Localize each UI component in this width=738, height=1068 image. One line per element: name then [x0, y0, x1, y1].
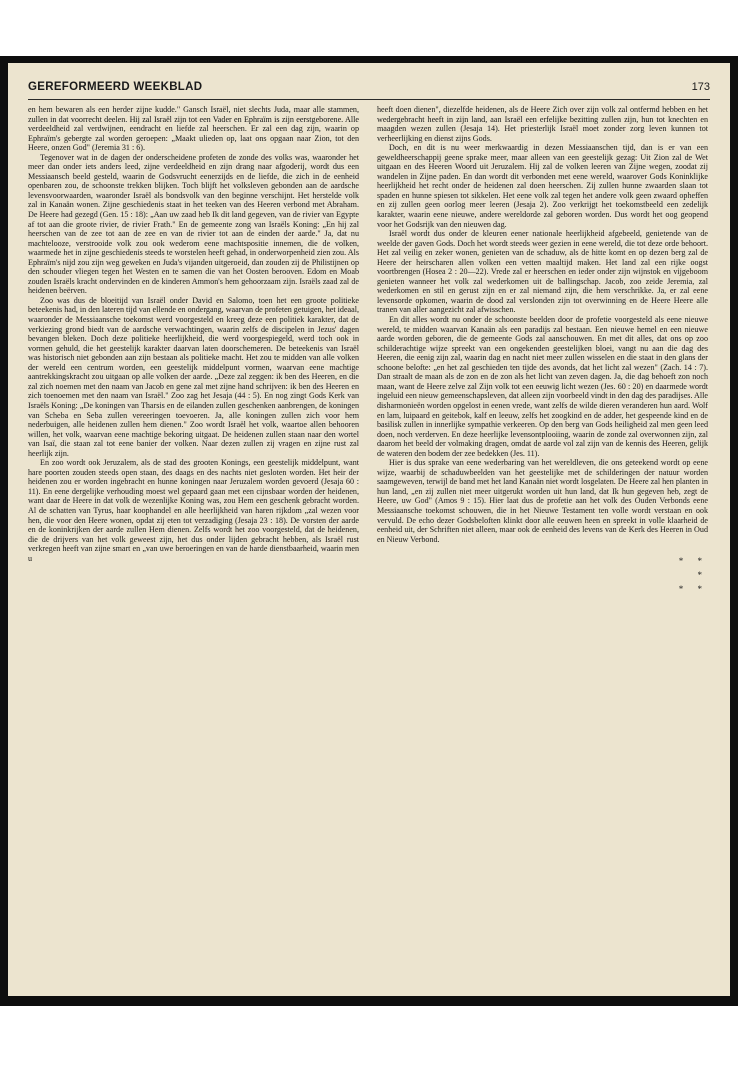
publication-title: GEREFORMEERD WEEKBLAD: [28, 81, 203, 93]
paragraph: En dit alles wordt nu onder de schoonste beelden door de profetie voorgesteld als eene nieuwe wereld, te midden waarvan Kanaän als een paradijs zal bestaan. Een nieuwe hemel en een nieuwe aarde worden geboren, die de gemeente Gods zal aanschouwen. En met dit alles, dat ons op zoo schilderachtige wijze spreekt van een ongekenden geestelijken bloei, vangt nu aan die dag des Heeren, die eenig zijn zal, waarin dag en nacht niet meer zullen wisselen en die staat in den glans der schoone belofte: „en het zal geschieden ten tijde des avonds, dat het licht zal wezen" (Zach. 14 : 7). Dan straalt de maan als de zon en de zon als het licht van zeven dagen. Ja, die dag behoeft zon noch maan, want de Heere zelve zal Zijn volk tot een eeuwig licht wezen (Jes. 60 : 20) en daarmede wordt ingeluid een nieuw gemeenschapsleven, dat alleen zijn voorbeeld vindt in den dag des paradijses. Alle disharmonieën worden opgelost in eenen vrede, want zelfs de wilde dieren veranderen hun aard. Wolf en lam, luipaard en geitebok, kalf en leeuw, zelfs het zoogkind en de adder, het gespeende kind en de basilisk zullen in innerlijke sympathie verkeeren. Op den berg van Gods heiligheid zal men geen leed doen, noch verderven. En deze heerlijke levensontplooiing, waarin de zonde zal overwonnen zijn, zal daarom het beeld der volmaking dragen, omdat de aarde vol zal zijn van de kennis des Heeren, gelijk de wateren den bodem der zee bedekken (Jes. 11).: [377, 315, 708, 458]
page-sheet: [8, 63, 730, 996]
paragraph: heeft doen dienen", diezelfde heidenen, als de Heere Zich over zijn volk zal ontfermd hebben en het wedergebracht heeft in zijn land, aan Israël een erfelijke bezitting zullen zijn, hun tot knechten en maagden wezen zullen (Jesaja 14). Het priesterlijk Israël moet zonder zorg leven kunnen tot verheerlijking en dienst zijns Gods.: [377, 105, 708, 143]
paragraph: Tegenover wat in de dagen der onderscheidene profeten de zonde des volks was, waaronder het meer dan onder iets anders leed, zijne verdeeldheid en zijn drang naar afgoderij, wordt dus een Messiaansch beeld gesteld, waarin de Godsvrucht eenerzijds en de liefde, die zich in de eenheid openbaren zou, de schoonste trekken blijken. Toch blijft het volksleven gebonden aan de aardsche levensvoorwaarden, waaronder Israël als bondsvolk van den beginne verschijnt. Het herstelde volk zal in Kanaän wonen. Zijne geschiedenis staat in het teeken van des Heeren verbond met Abraham. De Heere had gezegd (Gen. 15 : 18): „Aan uw zaad heb Ik dit land gegeven, van de rivier van Egypte af tot aan die groote rivier, de rivier Frath." En de gemeente zong van Israëls Koning: „En hij zal heerschen van de zee tot aan de zee en van de rivier tot aan de einden der aarde." Ja, dat nu machtelooze, verstrooide volk zou ook wederom eene machtspositie innemen, die de volken, waarmede het in zijne geschiedenis steeds te worstelen heeft gehad, in onderworpenheid zien zou. Als Ephraïm's nijd zou zijn weg geweken en Juda's vijanden uitgeroeid, dan zouden zij de Philistijnen op den schouder vliegen tegen het Westen en te samen die van het Oosten berooven. Edom en Moab zouden Israëls kracht ondervinden en de kinderen Ammon's hem gehoorzaam zijn. Israëls zaad zal de heidenen beërven.: [28, 152, 359, 296]
end-mark: * *: [678, 556, 708, 567]
right-column: [377, 105, 708, 985]
paragraph: Israël wordt dus onder de kleuren eener nationale heerlijkheid afgebeeld, genietende van de weelde der gaven Gods. Doch het wordt steeds weer gezien in eene wereld, die tot deze orde behoort. Het zal veilig en zeker wonen, genieten van de schaduw, als de hitte komt en op dezen berg zal de Heere der heirscharen allen volken een vetten maaltijd maken. Het land zal een rijke oogst voortbrengen (Hosea 2 : 20—22). Vrede zal er heerschen en ieder onder zijn wijnstok en vijgeboom genieten wanneer het volk zal wederkomen uit de ballingschap. Jacob, zoo zeide Jeremia, zal wederkomen en stil en gerust zijn en er zal niemand zijn, die hem verschrikke. Ja, er zal eene levensorde opkomen, waarin de dood zal verslonden zijn tot overwinning en de Heere Heere alle tranen van aller aangezicht zal afwisschen.: [377, 229, 708, 315]
end-mark: *: [697, 570, 708, 581]
text-columns: [28, 105, 708, 985]
end-ornament: [377, 554, 708, 596]
paragraph: Doch, en dit is nu weer merkwaardig in dezen Messiaanschen tijd, dan is er van een geweldheerschappij geene sprake meer, maar alleen van een geestelijk gezag: Uit Zion zal de Wet uitgaan en des Heeren Woord uit Jeruzalem. Hij zal de volken leeren van Zijne wegen, zoodat zij wandelen in Zijne paden. En dan wordt dit verbonden met eene wereld, waarover Gods Koninklijke heerlijkheid het recht onder de heidenen zal doen heerschen. Zij zullen hunne zwaarden slaan tot spaden en hunne spiesen tot sikkelen. Het eene volk zal tegen het andere volk geen zwaard opheffen en zij zullen geen oorlog meer leeren (Jesaja 2). Zoo verkrijgt het toekomstbeeld een zedelijk karakter, waarin eene nieuwe, andere wereldorde zal geboren worden. Dus wordt het oog geopend voor het Godsrijk van den nieuwen dag.: [377, 143, 708, 229]
running-header: [28, 81, 710, 100]
paragraph: Zoo was dus de bloeitijd van Israël onder David en Salomo, toen het een groote politieke beteekenis had, in den lateren tijd van ellende en ondergang, waarvan de profeten getuigen, het ideaal, waaronder de Messiaansche toekomst werd voorgesteld en kreeg deze een politiek karakter, dat de verkiezing grond biedt van de aardsche verwachtingen, waarin zelfs de discipelen in Jezus' dagen bevangen bleken. Doch deze politieke heerlijkheid, die werd voorgespiegeld, werd toch ook in vormen gehuld, die het geestelijk karakter daarvan laten doorschemeren. De beteekenis van Israël was historisch niet gebonden aan zijn bestaan als politieke macht. Het zou te midden van alle volken der wereld een centrum worden, een geestelijk middelpunt vormen, waarvan eene machtige aantrekkingskracht zou uitgaan op alle volken der aarde. „Deze zal zeggen: ik ben des Heeren, en die zal zich noemen met den naam van Jacob en gene zal met zijne hand schrijven: ik ben des Heeren en zich toenoemen met den naam van Israël." Zoo zag het Jesaja (44 : 5). En nog zingt Gods Kerk van Israëls Koning: „De koningen van Tharsis en de eilanden zullen geschenken aanbrengen, de koningen van Scheba en Seba zullen vereeringen toevoeren. Ja, alle koningen zullen zich voor hem nederbuigen, alle heidenen zullen hem dienen." Zoo wordt Israël het volk, waartoe allen behooren willen, het volk, waarvan eene machtige bekoring uitgaat. De heidenen zullen staan naar den wortel van Isaï, die staan zal tot eene banier der volken. Naar dezen zullen zij vragen en zijne rust zal heerlijk zijn.: [28, 295, 359, 458]
paragraph: Hier is dus sprake van eene wederbaring van het wereldleven, die ons geteekend wordt op eene wijze, waarbij de schaduwbeelden van het geestelijke met de schilderingen der natuur worden saamgeweven, terwijl de band met het land Kanaän niet wordt losgelaten. De Heere zal hen planten in hun land, „en zij zullen niet meer uitgerukt worden uit hun land, dat Ik hun gegeven heb, zegt de Heere, uw God" (Amos 9 : 15). Hier laat dus de profetie aan het volk des Ouden Verbonds eene Messiaansche toekomst schouwen, die in het Nieuwe Testament ten volle wordt verstaan en ook vervuld. De echo dezer Godsbeloften klinkt door alle eeuwen heen en spreekt in volle klaarheid de eenheid uit, der Schriften niet alleen, maar ook de eenheid des levens van de Kerk des Heeren in Oud en Nieuw Verbond.: [377, 458, 708, 544]
end-mark: * *: [678, 584, 708, 595]
page-number: 173: [691, 81, 710, 93]
paragraph: en hem bewaren als een herder zijne kudde." Gansch Israël, niet slechts Juda, maar alle stammen, zullen in dat voorrecht deelen. Hij zal Israël zijn tot een Vader en Ephraïm is zijn eerstgeborene. Alle verdeeldheid zal verdwijnen, eendracht en liefde zal heerschen. Er zal een dag zijn, waarin op Ephraïm's gebergte zal worden geroepen: „Maakt ulieden op, laat ons opgaan naar Zion, tot den Heere, onzen God" (Jeremia 31 : 6).: [28, 105, 359, 153]
paragraph: En zoo wordt ook Jeruzalem, als de stad des grooten Konings, een geestelijk middelpunt, want hare poorten zouden steeds open staan, des daags en des nachts niet gesloten worden. Het heir der heidenen zou er worden ingebracht en hunne koningen naar Jeruzalem worden gevoerd (Jesaja 60 : 11). En eene dergelijke verhouding moest wel gepaard gaan met een cijnsbaar worden der heidenen, want daar de Heere in dat volk de wezenlijke Koning was, zou Hem een geschenk gebracht worden. Al de schatten van Tyrus, haar koophandel en alle heerlijkheid van haren rijkdom „zal wezen voor hen, die voor den Heere wonen, opdat zij eten tot verzadiging (Jesaja 23 : 18). De vorsten der aarde en de koninkrijken der aarde zullen Hem dienen. Zelfs wordt het zoo voorgesteld, dat de heidenen, die de drijvers van het volk geweest zijn, het dus onder lijden gebracht hebben, als Israël rust verkregen heeft van zijne smart en „van uwe beroeringen en van de harde dienstbaarheid, waarin men u: [28, 458, 359, 563]
left-column: [28, 105, 359, 985]
